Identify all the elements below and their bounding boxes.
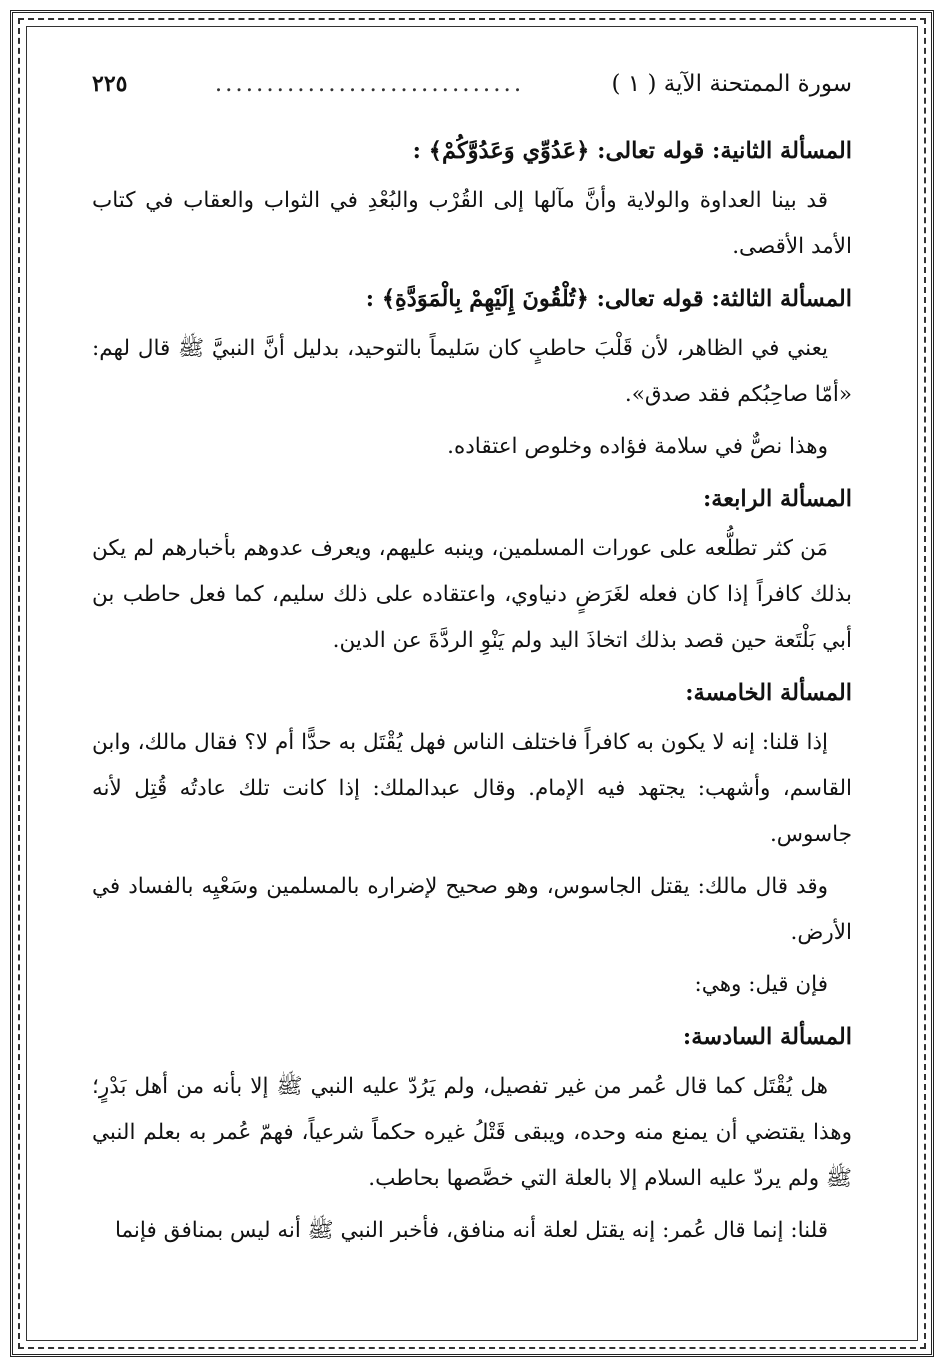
section-6-paragraph-2: قلنا: إنما قال عُمر: إنه يقتل لعلة أنه منافق، فأخبر النبي ﷺ أنه ليس بمنافق فإنما (114, 1218, 828, 1243)
section-5-paragraph-2: وقد قال مالك: يقتل الجاسوس، وهو صحيح لإضراره بالمسلمين وسَعْيِه بالفساد في الأرض. (92, 874, 852, 945)
section-3-paragraph-2: وهذا نصٌّ في سلامة فؤاده وخلوص اعتقاده. (447, 434, 828, 459)
section-heading-4: المسألة الرابعة: (702, 486, 852, 512)
section-heading-6: المسألة السادسة: (682, 1024, 852, 1050)
section-3-paragraph-1: يعني في الظاهر، لأن قَلْبَ حاطبٍ كان سَليماً بالتوحيد، بدليل أنَّ النبيَّ ﷺ قال لهم: «أمّا صاحِبُكم فقد صدق». (92, 336, 852, 407)
section-6-paragraph-1: هل يُقْتَل كما قال عُمر من غير تفصيل، ولم يَرُدّ عليه النبي ﷺ إلا بأنه من أهل بَدْرٍ؛ وهذا يقتضي أن يمنع منه وحده، ويبقى قَتْلُ غيره حكماً شرعياً، فهمّ عُمر به بعلم النبي ﷺ ولم يردّ عليه السلام إلا بالعلة التي خصَّصها بحاطب. (92, 1074, 852, 1191)
section-5-paragraph-3: فإن قيل: وهي: (694, 972, 828, 997)
section-heading-3: المسألة الثالثة: قوله تعالى: ﴿تُلْقُونَ إِلَيْهِمْ بِالْمَوَدَّةِ﴾ : (365, 286, 852, 312)
page-number: ٢٢٥ (92, 71, 128, 97)
page-body (92, 126, 852, 1260)
header-leader-dots: .............................. (214, 71, 525, 97)
section-heading-5: المسألة الخامسة: (685, 680, 852, 706)
section-heading-2: المسألة الثانية: قوله تعالى: ﴿عَدُوِّي وَعَدُوَّكُمْ﴾ : (412, 138, 852, 164)
section-2-paragraph-1: قد بينا العداوة والولاية وأنَّ مآلها إلى القُرْب والبُعْدِ في الثواب والعقاب في كتاب الأمد الأقصى. (92, 188, 852, 259)
header-title: سورة الممتحنة الآية ( ١ ) (611, 71, 852, 97)
section-5-paragraph-1: إذا قلنا: إنه لا يكون به كافراً فاختلف الناس فهل يُقْتَل به حدًّا أم لا؟ فقال مالك، وابن القاسم، وأشهب: يجتهد فيه الإمام. وقال عبدالملك: إذا كانت تلك عادتُه قُتِل لأنه جاسوس. (92, 730, 852, 847)
section-4-paragraph-1: مَن كثر تطلُّعه على عورات المسلمين، وينبه عليهم، ويعرف عدوهم بأخبارهم لم يكن بذلك كافراً إذا كان فعله لغَرَضٍ دنياوي، واعتقاده على ذلك سليم، كما فعل حاطب بن أبي بَلْتَعة حين قصد بذلك اتخاذَ اليد ولم يَنْوِ الردَّةَ عن الدين. (92, 536, 852, 653)
running-header (92, 64, 852, 104)
